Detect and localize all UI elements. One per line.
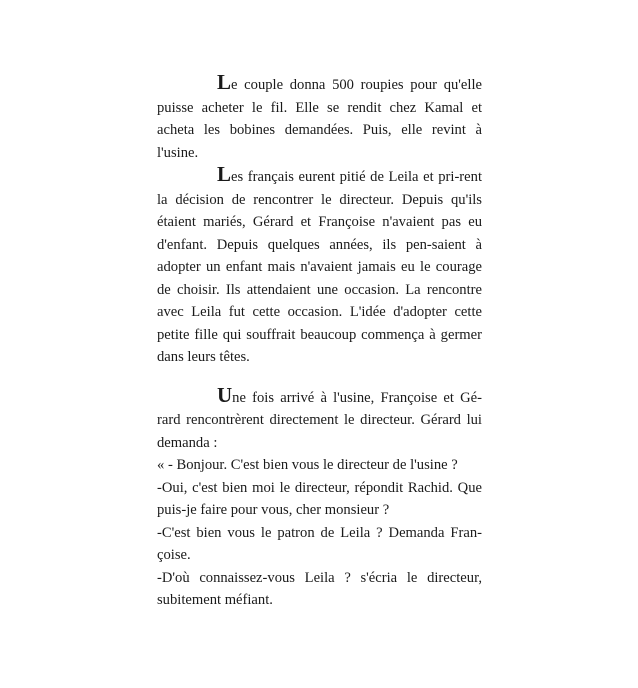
dialogue-line: « - Bonjour. C'est bien vous le directeur de l'usine ? xyxy=(157,457,458,473)
paragraph-3 xyxy=(157,382,482,455)
paragraph-text: ne fois arrivé à l'usine, Françoise et Gé-rard rencontrèrent directement le directeur. Gérard lui demanda : xyxy=(157,389,482,451)
paragraph-text: es français eurent pitié de Leila et pri-rent la décision de rencontrer le directeur. Depuis qu'ils étaient mariés, Gérard et Françoise n'avaient pas eu d'enfant. Depuis quelques années, ils pen-saient à adopter un enfant mais n'avaient jamais eu le courage de choisir. Ils attendaient une occasion. La rencontre avec Leila fut cette occasion. L'idée d'adopter cette petite fille qui souffrait beaucoup commença à germer dans leurs têtes. xyxy=(157,169,482,365)
drop-cap: L xyxy=(217,70,232,94)
paragraph-text: e couple donna 500 roupies pour qu'elle puisse acheter le fil. Elle se rendit chez Kamal et acheta les bobines demandées. Puis, elle revint à l'usine. xyxy=(157,77,482,161)
paragraph-2 xyxy=(157,164,482,369)
dialogue-line: -C'est bien vous le patron de Leila ? Demanda Fran-çoise. xyxy=(157,524,482,563)
dialogue-line: -Oui, c'est bien moi le directeur, répondit Rachid. Que puis-je faire pour vous, cher monsieur ? xyxy=(157,479,482,518)
drop-cap: U xyxy=(217,382,233,407)
dialogue-line: -D'où connaissez-vous Leila ? s'écria le directeur, subitement méfiant. xyxy=(157,569,482,608)
paragraph-1 xyxy=(157,72,482,164)
body-text xyxy=(157,72,482,612)
drop-cap: L xyxy=(217,162,232,186)
